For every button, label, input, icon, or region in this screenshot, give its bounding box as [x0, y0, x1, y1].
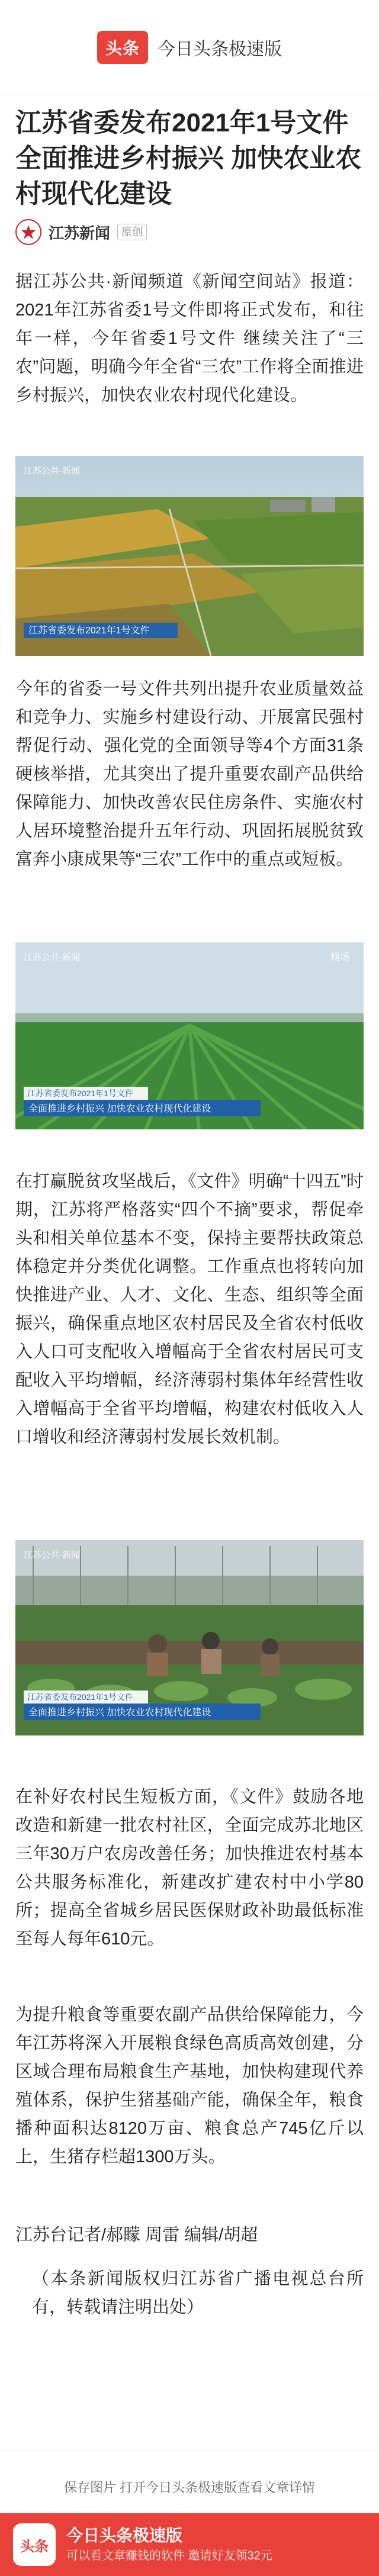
promo-text — [66, 2525, 272, 2565]
corner-tag: 现场 — [330, 952, 350, 962]
channel-logo-text: 江苏公共·新闻 — [24, 1550, 80, 1560]
image-caption-line2: 全面推进乡村振兴 加快农业农村现代化建设 — [28, 1104, 211, 1114]
copyright-notice: （本条新闻版权归江苏省广播电视总台所有，转载请注明出处） — [32, 2269, 364, 2317]
toutiao-logo-icon: 头条 — [97, 31, 148, 64]
article-image-farmers[interactable] — [15, 1540, 364, 1735]
article-paragraph: 在打赢脱贫攻坚战后，《文件》明确“十四五”时期，江苏将严格落实“四个不摘”要求，帮促牵头和相关单位基本不变，保持主要帮扶政策总体稳定并分类优化调整。工作重点也将转向加快推进产业、人才、文化、生态、组织等全面振兴，确保重点地区农村居民及全省农村低收入人口可支配收入增幅高于全省农村居民可支配收入平均增幅，经济薄弱村集体年经营性收入增幅高于全省平均增幅，构建农村低收入人口增收和经济薄弱村发展长效机制。 — [15, 1172, 364, 1447]
article-paragraph: 今年的省委一号文件共列出提升农业质量效益和竞争力、实施乡村建设行动、开展富民强村帮促行动、强化党的全面领导等4个方面31条硬核举措，尤其突出了提升重要农副产品供给保障能力、加快改善农民住房条件、实施农村人居环境整治提升五年行动、巩固拓展脱贫致富奔小康成果等“三农”工作中的重点或短板。 — [15, 680, 364, 869]
image-caption-line2: 全面推进乡村振兴 加快农业农村现代化建设 — [28, 1708, 211, 1718]
article-paragraph: 为提升粮食等重要农副产品供给保障能力，今年江苏将深入开展粮食绿色高质高效创建，分区域合理布局粮食生产基地，加快构建现代养殖体系，保护生猪基础产能，确保全年，粮食播种面积达8120万亩、粮食总产745亿斤以上，生猪存栏超1300万头。 — [15, 2005, 364, 2166]
article-image-wheat-field[interactable] — [15, 942, 364, 1129]
source-avatar-icon[interactable] — [15, 219, 41, 245]
save-image-link[interactable]: 保存图片 打开今日头条极速版查看文章详情 — [63, 2480, 316, 2495]
app-promo-bar[interactable] — [0, 2513, 379, 2576]
article-paragraph: 在补好农村民生短板方面，《文件》鼓励各地改造和新建一批农村社区，全面完成苏北地区三年30万户农房改善任务；加快推进农村基本公共服务标准化，新建改扩建农村中小学80所；提高全省城乡居民医保财政补助最低标准至每人每年610元。 — [15, 1788, 364, 1949]
article-paragraph: 据江苏公共·新闻频道《新闻空间站》报道：2021年江苏省委1号文件即将正式发布，和往年一样，今年省委1号文件 继续关注了“三农”问题，明确今年全省“三农”工作将全面推进乡村振兴，加快农业农村现代化建设。 — [15, 272, 364, 405]
article-image-farmland[interactable] — [15, 456, 364, 656]
original-badge: 原创 — [117, 224, 147, 240]
promo-title: 今日头条极速版 — [66, 2526, 183, 2545]
image-caption: 江苏省委发布2021年1号文件 — [28, 626, 150, 636]
app-header — [0, 0, 379, 95]
article-title: 江苏省委发布2021年1号文件 全面推进乡村振兴 加快农业农村现代化建设 — [15, 108, 362, 208]
image-caption: 江苏省委发布2021年1号文件 — [27, 1692, 133, 1702]
source-name[interactable]: 江苏新闻 — [49, 224, 111, 242]
article-byline: 江苏台记者/郝矇 周雷 编辑/胡超 — [15, 2226, 258, 2245]
promo-subtitle: 可以看文章赚钱的软件 邀请好友领32元 — [66, 2549, 272, 2562]
channel-logo-text: 江苏公共·新闻 — [24, 952, 80, 962]
app-brand[interactable] — [97, 31, 282, 64]
app-name: 今日头条极速版 — [158, 40, 282, 59]
channel-logo-text: 江苏公共·新闻 — [24, 466, 80, 476]
image-caption: 江苏省委发布2021年1号文件 — [27, 1089, 133, 1098]
article-source — [15, 220, 147, 244]
toutiao-app-icon: 头条 — [13, 2523, 56, 2566]
